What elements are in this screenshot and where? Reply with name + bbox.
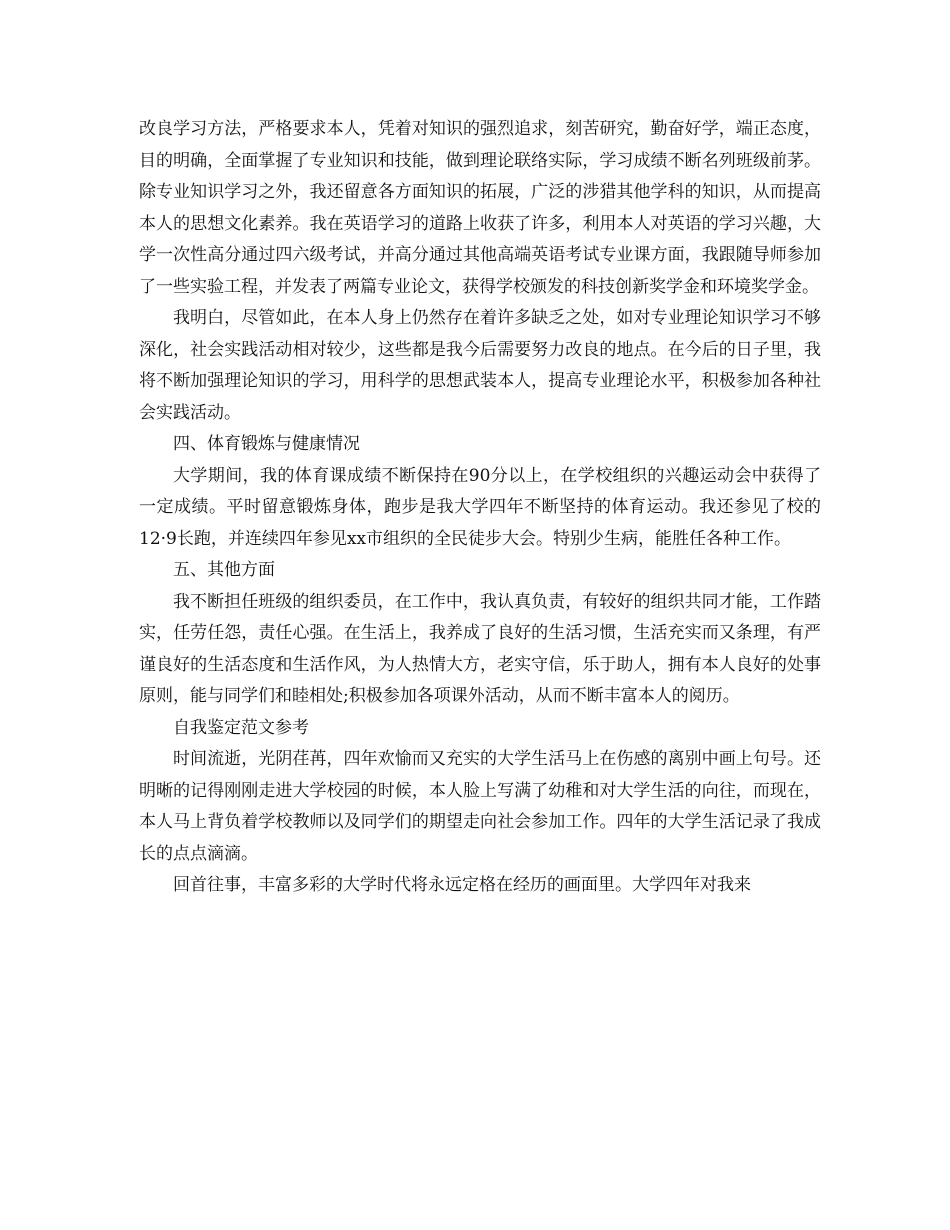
paragraph-sports: 大学期间，我的体育课成绩不断保持在90分以上，在学校组织的兴趣运动会中获得了一定成绩。平时留意锻炼身体，跑步是我大学四年不断坚持的体育运动。我还参见了校的12·9长跑，并连续四年参见xx市组织的全民徒步大会。特别少生病，能胜任各种工作。 bbox=[139, 465, 821, 549]
section-heading-sample-self-assessment: 自我鉴定范文参考 bbox=[173, 717, 309, 738]
section-heading-other-aspects: 五、其他方面 bbox=[173, 560, 275, 580]
document-page bbox=[139, 114, 821, 902]
paragraph-other-aspects: 我不断担任班级的组织委员，在工作中，我认真负责，有较好的组织共同才能，工作踏实，任劳任怨，责任心强。在生活上，我养成了良好的生活习惯，生活充实而又条理，有严谨良好的生活态度和生活作风，为人热情大方，老实守信，乐于助人，拥有本人良好的处事原则，能与同学们和睦相处;积极参加各项课外活动，从而不断丰富本人的阅历。 bbox=[139, 591, 821, 706]
paragraph-looking-back: 回首往事，丰富多彩的大学时代将永远定格在经历的画面里。大学四年对我来 bbox=[173, 875, 751, 895]
paragraph-time-flies: 时间流逝，光阴荏苒，四年欢愉而又充实的大学生活马上在伤感的离别中画上句号。还明晰的记得刚刚走进大学校园的时候，本人脸上写满了幼稚和对大学生活的向往，而现在，本人马上背负着学校教师以及同学们的期望走向社会参加工作。四年的大学生活记录了我成长的点点滴滴。 bbox=[139, 749, 821, 864]
paragraph-shortcomings: 我明白，尽管如此，在本人身上仍然存在着许多缺乏之处，如对专业理论知识学习不够深化，社会实践活动相对较少，这些都是我今后需要努力改良的地点。在今后的日子里，我将不断加强理论知识的学习，用科学的思想武装本人，提高专业理论水平，积极参加各种社会实践活动。 bbox=[139, 308, 821, 423]
section-heading-sports-health: 四、体育锻炼与健康情况 bbox=[173, 434, 360, 454]
paragraph-study-methods: 改良学习方法，严格要求本人，凭着对知识的强烈追求，刻苦研究，勤奋好学，端正态度，目的明确，全面掌握了专业知识和技能，做到理论联络实际，学习成绩不断名列班级前茅。除专业知识学习之外，我还留意各方面知识的拓展，广泛的涉猎其他学科的知识，从而提高本人的思想文化素养。我在英语学习的道路上收获了许多，利用本人对英语的学习兴趣，大学一次性高分通过四六级考试，并高分通过其他高端英语考试专业课方面，我跟随导师参加了一些实验工程，并发表了两篇专业论文，获得学校颁发的科技创新奖学金和环境奖学金。 bbox=[139, 119, 821, 297]
